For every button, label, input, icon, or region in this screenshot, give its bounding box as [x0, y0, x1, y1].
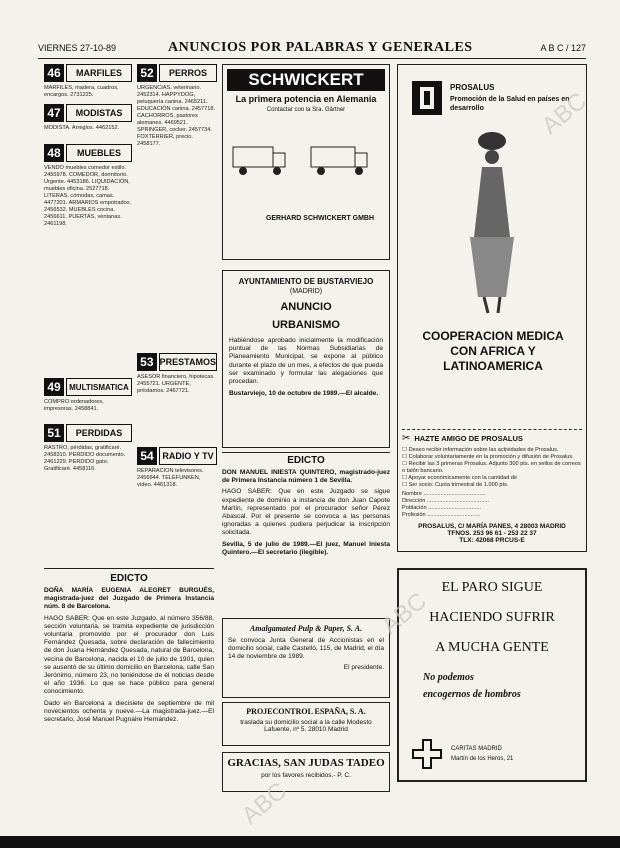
page-title: ANUNCIOS POR PALABRAS Y GENERALES: [168, 40, 473, 55]
option-label: Ser socio: Cuota trimestral de 1.000 pts.: [408, 482, 509, 488]
form-options: [402, 447, 582, 519]
notice-subtitle: (MADRID): [289, 288, 323, 295]
section-label: RADIO Y TV: [159, 447, 217, 465]
company-name: PROJECONTROL ESPAÑA, S. A.: [246, 707, 366, 716]
prosalus-address: PROSALUS, C/ MARÍA PANES, 4 28003 MADRID: [418, 523, 566, 530]
section-46: [44, 64, 132, 82]
schwickert-tagline: La primera potencia en Alemania: [235, 94, 377, 104]
section-48: [44, 144, 132, 162]
section-label: MARFILES: [66, 64, 132, 82]
prosalus-name: PROSALUS: [450, 83, 495, 92]
option-label: Apoyar económicamente con la cantidad de: [408, 475, 518, 481]
company-name: Amalgamated Pulp & Paper, S. A.: [249, 624, 363, 633]
section-number: 53: [137, 353, 157, 371]
section-label: PERDIDAS: [66, 424, 132, 442]
edicto-lead: DON MANUEL INIESTA QUINTERO, magistrado-juez de Primera Instancia número 1 de Sevilla.: [222, 469, 390, 485]
form-field[interactable]: Nombre ........................................: [402, 491, 486, 497]
form-option[interactable]: ☐ Deseo recibir información sobre las actividades de Prosalus.: [402, 447, 559, 453]
bottom-border: [0, 836, 620, 848]
field-label: Nombre: [402, 491, 422, 497]
section-number: 47: [44, 104, 64, 122]
section-number: 46: [44, 64, 64, 82]
membership-form: [402, 429, 582, 544]
option-label: Recibir las 3 primeras Prosalus. Adjunto 300 pts. en sellos de correos o talón bancario.: [402, 461, 581, 474]
gracias-notice: [222, 752, 390, 792]
classifieds-column-left: [44, 64, 132, 528]
section-number: 54: [137, 447, 157, 465]
edicto-heading: EDICTO: [287, 455, 325, 466]
section-text: COMPRO ordenadores, impresoras. 2458841.: [44, 399, 104, 412]
notice-signature: El presidente.: [343, 663, 384, 671]
notice-body: Se convoca Junta General de Accionistas en el domicilio social, calle Castelló, 115, de Madrid, el día 14 de noviembre de 1989.: [228, 637, 384, 661]
section-label: PERROS: [159, 64, 217, 82]
notice-topic: URBANISMO: [272, 319, 340, 331]
section-text: ASESOR financiero, hipotecas. 2455721. URGENTE, préstamos. 2467721.: [137, 374, 215, 394]
watermark: ABC: [376, 587, 432, 640]
section-52: [137, 64, 217, 82]
form-option[interactable]: ☐ Recibir las 3 primeras Prosalus. Adjunto 300 pts. en sellos de correos o talón bancario.: [402, 461, 581, 474]
edicto-body: HAGO SABER: Que en este Juzgado se sigue expediente de dominio a instancia de don Juan Capote Martín, representado por el procurador señor Pérez Abascal. Por el presente se convoca a las personas ignoradas a quienes pudiera perjudicar la inscripción solicitada.: [222, 488, 390, 537]
section-text: MARFILES, madera, cuadros, encargos. 2731225.: [44, 85, 119, 98]
section-54: [137, 447, 217, 465]
section-51: [44, 424, 132, 442]
section-text: URGENCIAS, veterinario. 2452314. HAPPYDOG, peluquería canina. 2465211. EDUCACIÓN canina. 2457718. CACHORROS, pastores alemanes. 4469521. SPRINGER, cocker. 2457734. FOXTERRIER, precio. 2458177.: [137, 85, 216, 147]
schwickert-contact: Contactar con la Sra. Gärtner: [266, 107, 346, 113]
field-label: Dirección: [402, 498, 426, 504]
schwickert-company: GERHARD SCHWICKERT GMBH: [265, 215, 375, 222]
field-label: Profesión: [402, 512, 426, 518]
option-label: Colaborar voluntariamente en la promoción y difusión de Prosalus.: [408, 454, 574, 460]
prosalus-phone: TFNOS. 253 96 61 - 253 22 37: [447, 530, 537, 537]
form-header: [402, 433, 582, 444]
section-text: MODISTA. Arreglos. 4462152.: [44, 125, 120, 131]
caritas-line-1: EL PARO SIGUE: [441, 580, 543, 595]
section-number: 52: [137, 64, 157, 82]
pulp-paper-notice: [222, 618, 390, 698]
page-header: [38, 40, 586, 59]
gracias-subtitle: por los favores recibidos.- P. C.: [261, 772, 351, 779]
notice-signature: Bustarviejo, 10 de octubre de 1989.—El alcalde.: [229, 390, 379, 398]
page-number: A B C / 127: [540, 43, 586, 53]
caritas-cross-icon: [411, 738, 443, 770]
form-field[interactable]: Profesión ..................................: [402, 512, 481, 518]
form-title: HAZTE AMIGO DE PROSALUS: [414, 434, 523, 443]
edicto-lead: DOÑA MARÍA EUGENIA ALEGRET BURGUÉS, magistrada-juez del Juzgado de Primera Instancia núm. 8 de Barcelona.: [44, 587, 214, 611]
truck-icon: [231, 139, 381, 179]
caritas-address: Martín de los Heros, 21: [451, 756, 514, 762]
watermark: ABC: [236, 777, 292, 830]
section-number: 51: [44, 424, 64, 442]
form-field[interactable]: Dirección ........................................: [402, 498, 490, 504]
prosalus-telex: TLX: 42068 PRCUS-E: [459, 537, 525, 544]
schwickert-ad: [222, 64, 390, 260]
section-label: MUEBLES: [66, 144, 132, 162]
notice-title: AYUNTAMIENTO DE BUSTARVIEJO: [238, 277, 374, 286]
section-text: RASTRO, pérdidas, gratificaré. 2458310. PERDIDO documento. 2461229. PERDIDO gato. Gratificaré. 4458116.: [44, 445, 126, 472]
notice-kind: ANUNCIO: [280, 301, 332, 313]
caritas-line-2: HACIENDO SUFRIR: [429, 610, 555, 625]
issue-date: VIERNES 27-10-89: [38, 43, 117, 53]
classifieds-column-mid: [137, 64, 217, 531]
section-53: [137, 353, 217, 371]
notice-body: Habiéndose aprobado inicialmente la modificación puntual de las Normas Subsidiarias de Planeamiento Municipal, se expone al público durante el plazo de un mes, a efectos de que pueda ser examinado y formular las alegaciones que procedan.: [229, 337, 383, 386]
section-text: REPARACIÓN televisores. 2456644. TELEFUNKEN, vídeo. 4461318.: [137, 468, 204, 488]
projecontrol-notice: [222, 702, 390, 746]
section-number: 49: [44, 378, 64, 396]
section-label: PRESTAMOS: [159, 353, 217, 371]
section-label: MULTISMATICA: [66, 378, 132, 396]
caritas-italic-1: No podemos: [423, 672, 474, 683]
gracias-title: GRACIAS, SAN JUDAS TADEO: [227, 757, 385, 769]
notice-body: traslada su domicilio social a la calle Modesto Lafuente, nº 5. 28010 Madrid: [240, 719, 372, 733]
schwickert-logo: SCHWICKERT: [227, 69, 385, 91]
form-field[interactable]: Población ..................................: [402, 505, 481, 511]
form-option[interactable]: ☐ Colaborar voluntariamente en la promoción y difusión de Prosalus.: [402, 454, 574, 460]
edicto-heading: EDICTO: [110, 573, 148, 584]
scissors-icon: ✂: [402, 433, 411, 444]
caritas-org: CARITAS MADRID: [451, 746, 502, 752]
section-label: MODISTAS: [66, 104, 132, 122]
edicto-left: [44, 568, 214, 831]
edicto-signature: Sevilla, 5 de julio de 1989.—El juez, Manuel Iniesta Quintero.—El secretario (ilegible).: [222, 540, 390, 556]
watermark: ABC: [536, 87, 592, 140]
section-text: VENDO muebles comedor estilo. 2455978. COMEDOR, dormitorio. Urgente. 4453186. LIQUIDACIÓN, muebles oficina. 2527718. LITERAS, cómodas, camas. 4477201. ARMARIOS empotrados. 2456532. MUEBLES cocina. 2456611. PUERTAS, ventanas. 2461198.: [44, 165, 132, 227]
section-number: 48: [44, 144, 64, 162]
prosalus-headline: COOPERACION MEDICA CON AFRICA Y LATINOAMERICA: [422, 329, 564, 373]
caritas-line-3: A MUCHA GENTE: [435, 640, 549, 655]
form-option[interactable]: ☐ Apoyar económicamente con la cantidad de: [402, 475, 518, 481]
prosalus-logo-icon: [412, 81, 442, 115]
ayuntamiento-notice: [222, 270, 390, 448]
woman-illustration: [448, 127, 538, 317]
caritas-italic-2: encogernos de hombros: [423, 689, 521, 700]
form-option[interactable]: ☐ Ser socio: Cuota trimestral de 1.000 pts.: [402, 482, 509, 488]
edicto-center: [222, 452, 390, 613]
prosalus-tagline: Promoción de la Salud en países en desarrollo: [450, 96, 570, 112]
field-label: Población: [402, 505, 427, 511]
option-label: Deseo recibir información sobre las actividades de Prosalus.: [408, 447, 559, 453]
edicto-body: HAGO SABER: Que en este Juzgado, al número 356/88, sección voluntaria, se tramita expediente de jurisdicción voluntaria promovido por el procurador don Luis Fernández Quesada, sobre declaración de fallecimiento de don Juana Hernández Quesada, natural de Barcelona, vecina de Barcelona, nacida el 10 de julio de 1901, quien se ausentó de su último domicilio en Barcelona, calle San Jerónimo, número 23, no teniéndose de él noticias desde el año 1936. Lo que se hace público para general conocimiento.: [44, 614, 214, 696]
section-49: [44, 378, 132, 396]
edicto-closing: Dado en Barcelona a diecisiete de septiembre de mil novecientos ochenta y nueve.—La magistrada-juez.—El secretario, José Manuel Pugnaire Hernández.: [44, 699, 214, 724]
section-47: [44, 104, 132, 122]
